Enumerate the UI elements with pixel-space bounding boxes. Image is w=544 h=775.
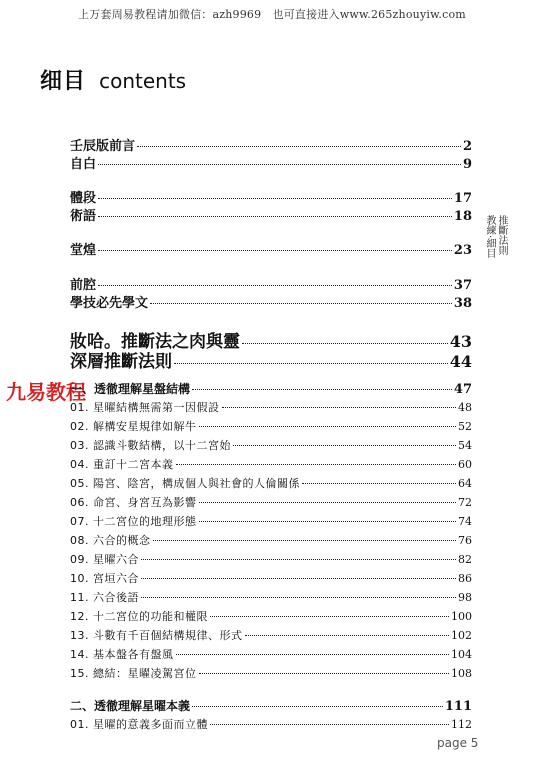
toc-leader <box>222 407 457 408</box>
toc-entry-page: 108 <box>451 667 472 680</box>
toc-entry-page: 38 <box>453 296 472 311</box>
heading-chinese: 细目 <box>40 68 87 94</box>
toc-subentry[interactable] <box>70 437 472 453</box>
toc-leader <box>141 597 456 598</box>
toc-leader <box>199 521 457 522</box>
toc-entry-title: 自白 <box>70 157 97 172</box>
toc-entry-page: 52 <box>458 420 472 433</box>
toc-entry-page: 104 <box>451 648 472 661</box>
toc-entry[interactable] <box>70 292 472 311</box>
toc-entry[interactable] <box>70 135 472 154</box>
toc-entry[interactable] <box>70 187 472 206</box>
toc-leader <box>98 285 452 286</box>
toc-entry-title: 13. 斗數有千百個結構規律、形式 <box>70 629 243 642</box>
toc-section[interactable] <box>70 697 472 714</box>
toc-entry-title: 堂煌 <box>70 243 97 258</box>
toc-entry-page: 64 <box>458 477 472 490</box>
toc-entry[interactable] <box>70 274 472 293</box>
toc-subentry[interactable] <box>70 456 472 472</box>
toc-entry-title: 06. 命宮、身宮互為影響 <box>70 496 197 509</box>
toc-entry-page: 100 <box>451 610 472 623</box>
toc-entry-title: 09. 星曜六合 <box>70 553 139 566</box>
toc-leader <box>233 445 456 446</box>
toc-leader <box>199 673 450 674</box>
toc-leader <box>199 502 457 503</box>
toc-entry-title: 15. 總結：星曜凌駕宮位 <box>70 667 197 680</box>
toc-entry-page: 54 <box>458 439 472 452</box>
toc-entry-title: 02. 解構安星規律如解牛 <box>70 420 197 433</box>
toc-entry-page: 111 <box>444 699 472 714</box>
toc-entry[interactable] <box>70 205 472 224</box>
toc-entry-page: 23 <box>453 243 472 258</box>
toc-entry-page: 74 <box>458 515 472 528</box>
toc-subentry[interactable] <box>70 513 472 529</box>
toc-entry-page: 72 <box>458 496 472 509</box>
toc-leader <box>210 616 449 617</box>
toc-leader <box>245 635 450 636</box>
toc-entry-title: 學技必先學文 <box>70 296 149 311</box>
toc-entry-page: 9 <box>462 157 472 172</box>
toc-entry-title: 妝哈。推斷法之肉與靈 <box>70 332 240 352</box>
toc-subentry[interactable] <box>70 627 472 643</box>
toc-leader <box>141 578 456 579</box>
toc-entry-title: 一、透徹理解星盤結構 <box>70 382 191 396</box>
toc-subentry[interactable] <box>70 399 472 415</box>
toc-entry-page: 112 <box>451 718 472 731</box>
toc-entry-page: 102 <box>451 629 472 642</box>
toc-entry-page: 48 <box>458 401 472 414</box>
heading-english: contents <box>99 69 187 93</box>
toc-leader <box>153 540 457 541</box>
toc-entry-title: 03. 認識斗數結構，以十二宮始 <box>70 439 231 452</box>
toc-entry[interactable] <box>70 153 472 172</box>
toc-entry-title: 前腔 <box>70 278 97 293</box>
toc-entry-title: 術語 <box>70 209 97 224</box>
toc-entry-page: 44 <box>449 352 472 371</box>
contents-heading <box>40 64 186 92</box>
toc-leader <box>192 706 443 707</box>
toc-subentry[interactable] <box>70 532 472 548</box>
toc-entry-page: 18 <box>453 209 472 224</box>
toc-subentry[interactable] <box>70 608 472 624</box>
toc-entry-title: 01. 星曜結構無需第一因假設 <box>70 401 220 414</box>
toc-entry-title: 壬辰版前言 <box>70 139 136 154</box>
toc-entry-title: 04. 重訂十二宮本義 <box>70 458 174 471</box>
toc-entry-title: 11. 六合後語 <box>70 591 139 604</box>
toc-entry-page: 17 <box>453 191 472 206</box>
toc-entry[interactable] <box>70 239 472 258</box>
toc-subentry[interactable] <box>70 665 472 681</box>
toc-subentry[interactable] <box>70 570 472 586</box>
toc-entry-page: 2 <box>462 139 472 154</box>
toc-entry-page: 98 <box>458 591 472 604</box>
toc-entry-page: 82 <box>458 553 472 566</box>
toc-entry-title: 10. 宮垣六合 <box>70 572 139 585</box>
toc-entry-page: 47 <box>453 382 472 397</box>
toc-leader <box>242 343 448 344</box>
toc-entry-title: 12. 十二宮位的功能和權限 <box>70 610 208 623</box>
side-label-2: 教練‧細目 <box>484 215 495 259</box>
toc-leader <box>210 724 449 725</box>
toc-leader <box>150 303 452 304</box>
toc-leader <box>98 164 461 165</box>
toc-entry-title: 深層推斷法則 <box>70 352 172 372</box>
logo-watermark: 九易教程 <box>6 380 86 404</box>
toc-entry-page: 76 <box>458 534 472 547</box>
toc-subentry[interactable] <box>70 494 472 510</box>
toc-leader <box>176 654 450 655</box>
toc-entry-page: 37 <box>453 278 472 293</box>
toc-leader <box>98 216 452 217</box>
toc-subentry[interactable] <box>70 475 472 491</box>
toc-entry-title: 01. 星曜的意義多面而立體 <box>70 718 208 731</box>
toc-leader <box>192 389 452 390</box>
toc-entry-page: 60 <box>458 458 472 471</box>
toc-subentry[interactable] <box>70 551 472 567</box>
toc-leader <box>98 250 452 251</box>
toc-entry-title: 14. 基本盤各有盤風 <box>70 648 174 661</box>
page-number: page 5 <box>437 736 479 750</box>
toc-entry-title: 體段 <box>70 191 97 206</box>
toc-leader <box>302 483 456 484</box>
toc-leader <box>174 363 448 364</box>
toc-entry-page: 86 <box>458 572 472 585</box>
toc-entry-title: 二、透徹理解星曜本義 <box>70 699 191 713</box>
toc-leader <box>137 146 461 147</box>
toc-leader <box>176 464 457 465</box>
toc-section[interactable] <box>70 380 472 397</box>
toc-leader <box>141 559 456 560</box>
toc-entry-title: 07. 十二宮位的地理形態 <box>70 515 197 528</box>
toc-entry-page: 43 <box>449 332 472 351</box>
toc-subentry[interactable] <box>70 716 472 732</box>
toc-leader <box>199 426 457 427</box>
watermark-text: 上万套周易教程请加微信：azh9969 也可直接进入www.265zhouyiw.com <box>78 8 466 21</box>
toc-subentry[interactable] <box>70 646 472 662</box>
toc-entry[interactable] <box>70 347 472 372</box>
toc-subentry[interactable] <box>70 418 472 434</box>
toc-entry-title: 05. 陽宮、陰宮，構成個人與社會的人倫關係 <box>70 477 300 490</box>
side-running-header <box>483 215 507 295</box>
toc-leader <box>98 198 452 199</box>
toc-entry-title: 08. 六合的概念 <box>70 534 151 547</box>
side-label-1: 推斷法則 <box>496 215 507 255</box>
toc-subentry[interactable] <box>70 589 472 605</box>
